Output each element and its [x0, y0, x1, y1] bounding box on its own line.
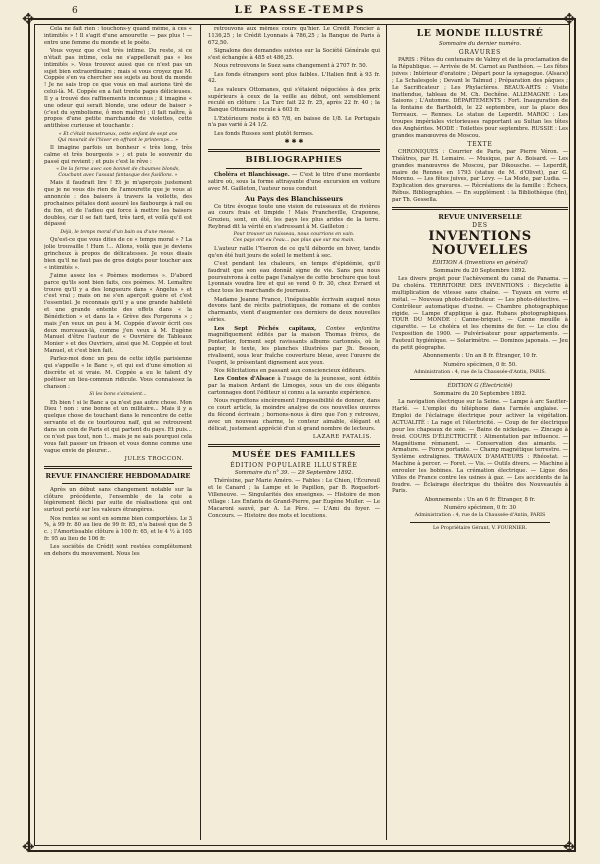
- article-title-sept-peches: Les Sept Péchés capitaux,: [214, 325, 317, 332]
- paragraph: Madame Jeanne France, l'inépuisable écrivain auquel nous devons tant de récits patriotiques, de romans et de contes charmants, vient d'augmenter ces derniers de deux nouvelles séries.: [208, 296, 380, 324]
- specimen-line: Numéro spécimen, 0 fr. 50.: [443, 361, 517, 368]
- summary-line: Sommaire du 20 Septembre 1892.: [433, 391, 527, 398]
- corner-ornament-icon: ✥: [22, 10, 35, 28]
- column-middle: [208, 26, 380, 838]
- paragraph: CHRONIQUES : Courrier de Paris, par Pierre Véron. — Théâtres, par H. Lemaire. — Musique, par A. Boisard. — Les grandes manœuvres de Moscou, par Dikousche. — Leperdit, maire de Rennes en 1793 (statue de M. d'Olivet), par G. Moreno. — Les fêtes juives, par Levy. — La Mode, par Ludia. — Explication des gravures. — Récréations de la famille : Échecs, Rébus. Bibliographies. — En supplément : la Bibliothèque (fin), par Th. Gessella.: [392, 148, 568, 203]
- paragraph: Nos rentes se sont en somme bien comportées. Le 3 %, à 99 fr. 80 au lieu de 99 fr. 85, n'a baissé que de 5 c. ; l'Amortissable clôture à 100 fr. 65, et le 4 ½ à 105 fr. 95 au lieu de 106 fr.: [44, 515, 192, 543]
- paragraph: Les fonds Russes sont plutôt fermes.: [214, 130, 314, 137]
- edition-label: ÉDITION A (Inventions en général): [432, 259, 528, 266]
- article-title-cholera: Choléra et Blanchissage.: [214, 172, 290, 178]
- paragraph: La navigation électrique sur la Seine. — Lampe à arc Sautter-Harlé. — L'emploi du téléphone dans l'armée anglaise. — Emploi de l'éclairage électrique pour activer la végétation. ACTUALITÉ : La rage et l'électricité. — Coup de fer électrique pour les chapeaux de soie. — Bains de nickelage. — Zincage à froid. COURS D'ÉLECTRICITÉ : Alimentation par influence. — Magnétisme rémanent. — Conservation des aimants. — Armature. — Force portante. — Champ magnétique terrestre. — Système extralignes. TRAVAUX D'AMATEURS : Rhéostat. — Machine à percer. — Foret. — Vis. — Outils divers. — Machine à enrouler les bobines. La crémation électrique. — Ligue des Villes de France contre les usines à gaz. — Les accidents de la foudre. — Éclairage électrique du théâtre des Nouveautés à Paris.: [392, 399, 568, 495]
- column-rule: [386, 24, 387, 840]
- title-rule: [410, 522, 550, 523]
- verse-quote: « Et c'était monstrueux, cette enfant de sept ans Qui mourait de l'hiver en offrant le printemps... »: [57, 131, 179, 143]
- section-title-musee: MUSÉE DES FAMILLES: [232, 450, 356, 460]
- edition-label: ÉDITION G (Électricité): [447, 382, 513, 389]
- specimen-line: Numéro spécimen, 0 fr. 30: [443, 505, 517, 512]
- column-rule: [200, 24, 201, 840]
- author-signature: JULES TROCCON.: [124, 455, 184, 462]
- paragraph: à l'usage de la jeunesse, sont édités par la maison Ardant de Limoges, sous un de ces élégants cartonnages dont l'éditeur si connu a la savante expérience.: [208, 376, 380, 397]
- paragraph: Après un début sans changement notable sur la clôture précédente, l'ensemble de la cote a légèrement fléchi par suite de réalisations qui ont surtout porté sur les valeurs étrangères.: [44, 486, 192, 514]
- paragraph: Les sociétés de Crédit sont restées complètement en dehors du mouvement. Nous les: [44, 544, 192, 558]
- subsection-title-gravures: GRAVURES: [458, 49, 502, 57]
- paragraph: L'auteur raille l'Yseron de ce qu'il déborde en hiver, tandis qu'en été huit jours de soleil le mettent à sec.: [208, 245, 380, 259]
- subsection-title-texte: TEXTE: [467, 140, 493, 148]
- asterism-divider: ✱ ✱ ✱: [284, 138, 304, 146]
- verse-quote: « De la ferme avec son bonnet de chaumes blonds, Couchant avec l'assaut fantasque des fusillons. »: [56, 167, 180, 178]
- author-signature: LAZARE FATALIS.: [312, 434, 372, 441]
- corner-ornament-icon: ✥: [563, 10, 576, 28]
- section-subtitle: ÉDITION POPULAIRE ILLUSTRÉE: [230, 462, 358, 469]
- paragraph: — C'est le titre d'une mordante satire où, sous la forme attrayante d'une excursion en voiture avec M. Gailleton, l'auteur nous conduit: [208, 172, 380, 192]
- paragraph: Thérésine, par Marie Améro. — Fables : Le Chien, l'Écureuil et le Canard ; la Lampe et le Papillon, par B. Roquefort-Villeneuve. — Singularités des enseignes. — Histoire de mon village : Les Enfants de Grand-Pierre, par Eugène Muller. — Le Macaroni sauvé, par A. Le Père. — L'Ami du foyer. — Concours. — Histoire des mots et locutions.: [208, 478, 380, 519]
- paragraph: Vous voyez que c'est très intime. Du reste, si ce n'était pas intime, cela ne s'appellerait pas « les intimités ». Vous trouvez aussi que ce n'est pas un sujet bien extraordinaire ; mais si vous croyez que M. Coppée s'en va chercher ses sujets au bout du monde ! Je ne sais trop ce que vous en mal aurions tiré de celui-là. M. Coppée en a fait trente pages délicieuses. Il y a trouvé des raffinements inconnus ; il imagine « une odeur qui serait blonde, une odeur de baiser » (c'est du symbolisme, ô mon maître) ; il fait naître, à propos d'une petite marchande de violettes, cette antithèse curieuse et touchante :: [44, 48, 192, 130]
- column-right: [392, 26, 568, 838]
- paragraph: Cela ne fait rien : touchons-y quand même, à ces « intimités » ! Il s'agit d'une amourette — pas plus ! — entre une femme du monde et le poète.: [44, 26, 192, 46]
- paragraph: retrouvons aux mêmes cours qu'hier. Le Crédit Foncier à 1136,25 ; le Crédit Lyonnais à 786,25 ; la Banque de Paris à 672,50.: [208, 26, 380, 46]
- paragraph: Signalons des demandes suivies sur la Société Générale qui s'est échangée à 485 et 486,25.: [208, 48, 380, 61]
- section-divider: [44, 466, 192, 469]
- italic-subtitle: Contes enfantins: [316, 325, 380, 332]
- article-subtitle-pays: Au Pays des Blanchisseurs: [245, 194, 343, 203]
- paragraph: L'Extérieure reste à 65 7/8, en baisse de 1/8. Le Portugais n'a pas varié à 24 1/2.: [208, 115, 380, 129]
- subscription-line: Abonnements : Un an 6 fr. Étranger, 8 fr.: [424, 496, 536, 503]
- column-left: [44, 26, 192, 838]
- administration-line: Administration : 4, rue de la Chaussée-d'Antin, PARIS.: [414, 369, 546, 375]
- section-divider: [208, 149, 380, 152]
- section-title-bibliographies: BIBLIOGRAPHIES: [245, 155, 343, 165]
- administration-line: Administration : 4, rue de la Chaussée-d'Antin, PARIS: [414, 513, 546, 519]
- paragraph: Parlez-moi donc un peu de cette idylle parisienne qui s'appelle « le Banc », et qui est d'une émotion si discrète et si vraie. M. Coppée a eu le talent d'y poétiser un lieu-commun ridicule. Vous connaissez la chanson :: [44, 356, 192, 390]
- title-rule: [226, 168, 362, 169]
- section-divider: [392, 207, 568, 210]
- paragraph: Les valeurs Ottomanes, qui s'étaient négociées à des prix supérieurs à ceux de la veille au début, ont sensiblement reculé en clôture : La Turc fait 22 fr. 25, après 22 fr. 40 ; la Banque Ottomane recule à 603 fr.: [208, 86, 380, 114]
- verse-quote: Si les bons s'aimaient...: [89, 392, 147, 398]
- summary-line: Sommaire du n° 39. — 29 Septembre 1892.: [234, 470, 354, 476]
- section-title-des: DES: [472, 221, 488, 229]
- paragraph: Nos félicitations en passant aux consciencieux éditeurs.: [214, 368, 366, 375]
- paragraph: PARIS : Fêtes du centenaire de Valmy et de la proclamation de la République. — Arrivée de M. Carnot au Panthéon. — Les fêtes juives : Intérieur d'oratoire ; Départ pour la synagogue. (Alsace) ; La Schalesgole ; Devant le Talmud ; Préparation des pâques ; Le Sacrificateur ; Les Phylactères. BEAUX-ARTS : Visite inattendue, tableau de M. Ch. Dechêne. ALLEMAGNE : Les Saisons ; L'Automne. DÉPARTEMENTS : Fort. Inauguration de la fontaine de Bartholdi, le 22 septembre, sur la place des Terreaux. — Rennes. Le statue de Leperdit. MAROC : Les troupes impériales victorieuses rapportant au Sultan les têtes des Anghérites. MODE : Toilettes pour septembre. RUSSIE : Les grandes manœuvres de Moscou.: [392, 57, 568, 139]
- paragraph: Nous regrettons sincèrement l'impossibilité de donner, dans ce court article, la moindre analyse de ces nouvelles œuvres du fécond écrivain ; bornons-nous à dire que l'on y retrouve, avec un nouveau charme, le conteur aimable, élégant et délicat, justement apprécié d'un si grand nombre de lecteurs.: [208, 398, 380, 432]
- paragraph: C'est pendant les chaleurs, en temps d'épidémie, qu'il faudrait que son eau donnât signe de vie. Sans peu nous poursuivrons à cette page l'analyse de cette brochure que tout Lyonnais voudra lire et qui se vend 0 fr. 30, chez Evrard et chez tous les marchands de journaux.: [208, 260, 380, 295]
- publisher-line: Le Propriétaire Gérant, V. FOURNIER.: [433, 526, 527, 532]
- summary-line: Sommaire du dernier numéro.: [438, 41, 522, 47]
- section-title-monde-illustre: LE MONDE ILLUSTRÉ: [416, 28, 544, 39]
- section-title-revue-financiere: REVUE FINANCIÈRE HEBDOMADAIRE: [45, 471, 191, 480]
- section-title-inventions: INVENTIONS NOUVELLES: [428, 228, 532, 258]
- corner-ornament-icon: ✥: [563, 838, 576, 856]
- section-title-revue-universelle: REVUE UNIVERSELLE: [438, 212, 522, 221]
- paragraph: Les divers projet pour l'achèvement du canal de Panama. — Du choléra. TERRITOIRE DES INVENTIONS : Bicyclette à multiplication de vitesse sans chaîne. — Tuyaux en verre et métal. — Nouveau photo-distributeur. — Les photo-détective. — Contrôleur automatique d'usine. — Chambre photographique rigide. — Lampe d'applique à gaz. Rubans photographiques. TOUR DU MONDE : Canne-briquet. — Canne mouille à cigarette. — Le choléra et les chemins de fer. — Le clou de l'exposition de 1900. — Pulvérisateur pour appartements. — Fauteuil hygiénique. — Solarimètre. — Dominos japonais. — Jeu du petit géographe.: [392, 276, 568, 351]
- corner-ornament-icon: ✥: [22, 838, 35, 856]
- running-title: LE PASSE-TEMPS: [234, 4, 366, 16]
- verse-quote: Déjà, le temps moral d'un bain ou d'une messe.: [60, 229, 176, 235]
- paragraph: Il imagine parfois un bonheur « très long, très calme et très bourgeois » ; et puis le souvenir du passé qui revient ; et puis c'est le rêve :: [44, 144, 192, 165]
- paragraph: Les fonds étrangers sont plus faibles. L'Italien finit à 93 fr. 42.: [208, 71, 380, 85]
- article-title-contes: Les Contes d'Alsace: [214, 376, 275, 383]
- summary-line: Sommaire du 20 Septembre 1892.: [433, 268, 527, 275]
- paragraph: Mais il faudrait lire ! Et je m'aperçois justement que je ne vous dis rien de l'amourette que je vous ai annoncée : des baisers à travers la voilette, des prochaines pétales dont assuré les faubourgs à rail ou du fon, et de l'adieu qui force à mettre les baisers doubles, car il se fait tard, très tard, et voilà qu'il est dépassé: [44, 180, 192, 228]
- paragraph: Eh bien ! si le Banc a ça n'est pas autre chose. Mon Dieu ! non : une bonne et un militaire... Mais il y a quelque chose de touchant dans le rencontre de cette servante et de ce tourlourou naïf, qui se retrouvent dans un coin de Paris et qui partent du pays. Et puis... ce n'est pas tout, non !... mais je ne sais pourquoi cela vous fait passer un frisson et vous donne comme une vague envie de pleurer...: [44, 399, 192, 454]
- subscription-line: Abonnements : Un an 8 fr. Étranger, 10 fr.: [422, 353, 538, 360]
- paragraph: Nous retrouvons le Suez sans changement à 2707 fr. 50.: [214, 63, 368, 70]
- paragraph: magnifiquement édités par la maison Thomas frères, de Pontarlier, forment sept ravissants albums cartonnés, où le papier, le texte, les planches illustrées par Jh. Besson, rivalisent, sous leur fraîche couverture bleue, avec l'œuvre de l'esprit, le présentant dignement aux yeux.: [208, 332, 380, 366]
- paragraph: Qu'est-ce que vous dites de ce « temps moral » ? La jolie trouvaille ! Hum !... Allons, voilà que je deviens grincheux à propos de délicatesses. Je vous disais bien qu'il ne faut pas de gros doigts pour toucher aux « intimités ».: [44, 237, 192, 271]
- paragraph: Ce titre évoque toute une vision de ruisseaux et de rivières au cours frais et limpide ! Mais Francheville, Craponne, Grezieu, sont, en été, les pays les plus arides de la terre. Reybrad dit la vérité en s'adressant à M. Gailleton :: [208, 203, 380, 231]
- title-rule: [62, 483, 174, 484]
- title-rule: [410, 379, 550, 380]
- paragraph: J'aime assez les « Poèmes modernes ». D'abord parce qu'ils sont bien faits, ces poèmes. M. Lemaître trouve qu'il y a des longueurs dans « Angelus » et c'est vrai ; mais on ne s'en aperçoit guère et c'est l'essentiel. Je reconnais qu'il y a une grande habileté et une grande entente des effets dans « la Bénédiction » et dans la « Grève des Forgerons » ; mais j'en veux un peu à M. Coppée d'avoir écrit ces deux morceaux-là, comme j'en veux à M. Eugène Manuel d'être l'auteur de « Ouvrière de Tableaux Monier » et des Ouvriers, ainsi que M. Coppée et tout Manuel, et c'est bien fait.: [44, 272, 192, 355]
- verse-quote: Pour trouver un ruisseau, nous courrions en vain. Ces pays ont eu l'eau... pas plus que sur ma main.: [233, 232, 355, 244]
- page-number: 6: [72, 6, 78, 16]
- section-divider: [208, 444, 380, 447]
